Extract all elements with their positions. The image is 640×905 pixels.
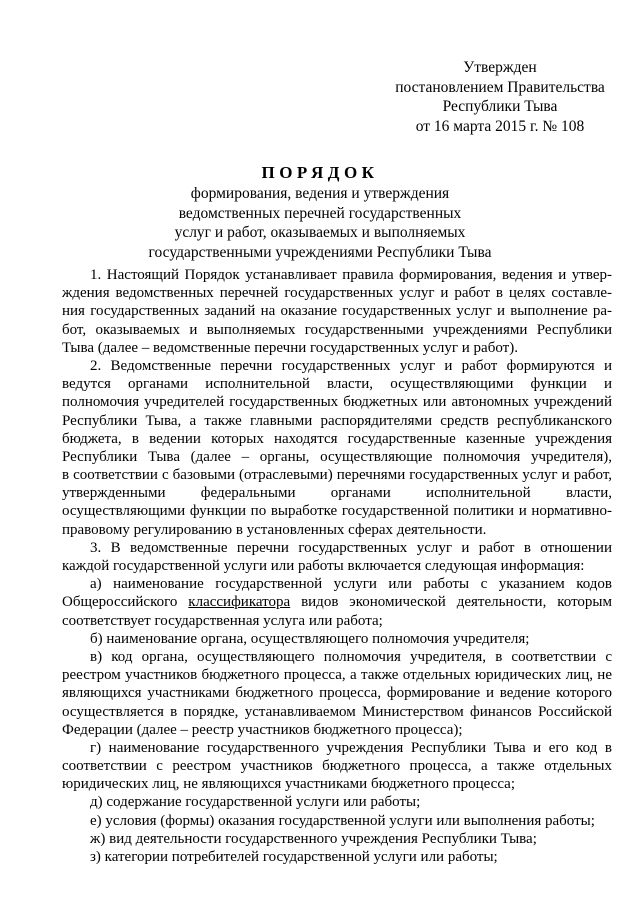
body-line: Республики Тыва, а также главными распорядителями средств республиканского bbox=[62, 412, 612, 429]
body-line: ния государственных заданий на оказание государственных услуг и выполнение ра- bbox=[62, 303, 612, 320]
body-line: соответствует государственная услуга или работа; bbox=[62, 612, 383, 629]
approval-line: Республики Тыва bbox=[442, 98, 558, 115]
body-line: реестром участников бюджетного процесса, а также отдельных юридических лиц, не bbox=[62, 667, 612, 684]
body-line: каждой государственной услуги или работы включается следующая информация: bbox=[62, 558, 585, 574]
body-line: полномочия учредителей государственных бюджетных или автономных учреждений bbox=[62, 394, 612, 411]
body-line: ж) вид деятельности государственного учреждения Республики Тыва; bbox=[90, 830, 537, 847]
body-line: юридических лиц, не являющихся участниками бюджетного процесса; bbox=[62, 776, 516, 793]
body-line: являющихся участниками бюджетного процесса, формирование и ведение которого bbox=[62, 685, 612, 702]
body-line: б) наименование органа, осуществляющего полномочия учредителя; bbox=[90, 630, 530, 647]
body-line: соответствии с реестром участников бюджетного процесса, а также отдельных bbox=[62, 758, 612, 775]
body-line: з) категории потребителей государственной услуги или работы; bbox=[90, 849, 498, 865]
document-body bbox=[62, 266, 612, 866]
body-line: а) наименование государственной услуги или работы с указанием кодов bbox=[90, 576, 612, 593]
body-line: в соответствии с базовыми (отраслевыми) перечнями государственных услуг и работ, bbox=[62, 467, 612, 484]
approval-line: Утвержден bbox=[463, 59, 537, 76]
document-subtitle bbox=[0, 184, 640, 262]
body-line: Тыва (далее – ведомственные перечни государственных услуг и работ). bbox=[62, 339, 518, 356]
body-line: Республики Тыва (далее – органы, осуществляющие полномочия учредителя), bbox=[62, 448, 612, 465]
document-title: ПОРЯДОК bbox=[261, 163, 379, 182]
body-line: е) условия (формы) оказания государственной услуги или выполнения работы; bbox=[90, 812, 595, 829]
body-line: осуществляется в порядке, устанавливаемом Министерством финансов Российской bbox=[62, 703, 612, 720]
body-line: утвержденными федеральными органами исполнительной власти, bbox=[62, 485, 612, 502]
body-line: ведутся органами исполнительной власти, осуществляющими функции и bbox=[62, 376, 612, 393]
body-line: д) содержание государственной услуги или работы; bbox=[90, 794, 421, 811]
subtitle-line: услуг и работ, оказываемых и выполняемых bbox=[174, 224, 466, 241]
approval-stamp bbox=[385, 58, 615, 136]
body-line: г) наименование государственного учреждения Республики Тыва и его код в bbox=[90, 739, 612, 756]
approval-line: постановлением Правительства bbox=[395, 78, 605, 96]
body-line: ждения ведомственных перечней государственных услуг и работ в целях составле- bbox=[62, 285, 612, 302]
body-line: правовому регулированию в установленных сферах деятельности. bbox=[62, 521, 487, 538]
body-line: бюджета, в ведении которых находятся государственные казенные учреждения bbox=[62, 430, 612, 447]
subtitle-line: государственными учреждениями Республики Тыва bbox=[148, 243, 492, 261]
subtitle-line: ведомственных перечней государственных bbox=[178, 204, 462, 222]
classifier-link[interactable]: классификатора bbox=[188, 594, 291, 611]
body-line: бот, оказываемых и выполняемых государственными учреждениями Республики bbox=[62, 321, 612, 338]
body-line: 2. Ведомственные перечни государственных услуг и работ формируются и bbox=[90, 357, 612, 374]
approval-line: от 16 марта 2015 г. № 108 bbox=[415, 117, 585, 135]
body-line: Федерации (далее – реестр участников бюджетного процесса); bbox=[62, 721, 463, 738]
body-line: осуществляющими функции по выработке государственной политики и нормативно- bbox=[62, 503, 612, 520]
body-line: 3. В ведомственные перечни государственных услуг и работ в отношении bbox=[90, 539, 612, 556]
body-line: 1. Настоящий Порядок устанавливает правила формирования, ведения и утвер- bbox=[90, 267, 612, 283]
body-line: в) код органа, осуществляющего полномочия учредителя, в соответствии с bbox=[90, 648, 612, 665]
subtitle-line: формирования, ведения и утверждения bbox=[190, 185, 450, 202]
body-line-with-link: Общероссийского классификатора видов экономической деятельности, которым bbox=[62, 594, 612, 611]
